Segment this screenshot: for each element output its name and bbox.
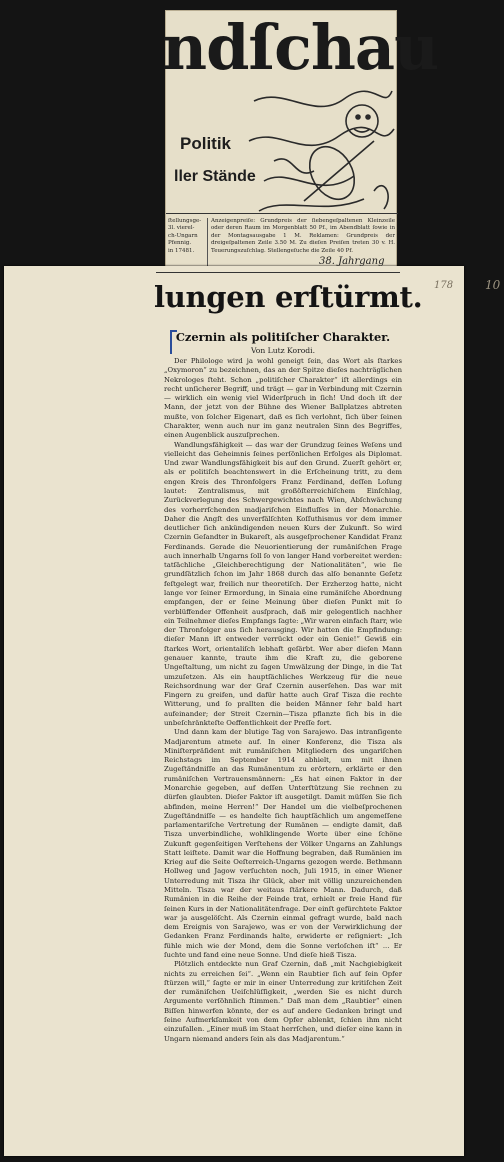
article-paragraph: Der Philologe wird ja wohl geneigt ſein, das Wort als ſtarkes „Oxymoron“ zu bezeichnen, das an der Spitze dieſes nachträglichen Nekrologes ſteht. Schon „politiſcher Charakter“ iſt allerdings ein recht unſicherer Begriff, und trägt — gar in Verbindung mit Czernin — wirklich ein wenig viel Widerſpruch in ſich! Und doch iſt der Mann, der jetzt von der Bühne des Wiener Ballplatzes abtreten mußte, von ſolcher Eigenart, daß es ſich verlohnt, ſich über ſeinen Charakter, wenn auch nur im ganz neutralen Sinn des Begriffes, einen Augenblick auszuſprechen. <box>164 357 402 440</box>
subscription-terms: ſtellungsge- 3l. vierel- ch-Ungarn Pfennig. in 17481. <box>168 218 202 254</box>
main-headline: lungen erſtürmt. <box>154 280 423 314</box>
article-clipping <box>4 256 464 1156</box>
article-paragraph: Und dann kam der blutige Tag von Sarajewo. Das intranſigente Madjarentum atmete auf. In einer Konferenz, die Tisza als Miniſterpräſident mit rumäniſchen Mitgliedern des ungariſchen Reichstags im September 1914 abhielt, um mit ihnen Zugeſtändniſſe an das Rumänentum zu erörtern, erklärte er den rumäniſchen Vertrauensmännern: „Es hat einen Faktor in der Monarchie gegeben, auf deſſen Unterſtützung Sie rechnen zu dürfen glaubten. Dieſer Faktor iſt ausgetilgt. Damit müſſen Sie ſich abfinden, meine Herren!“ Der Handel um die vielbeſprochenen Zugeſtändniſſe — es handelte ſich hauptſächlich um angemeſſene parlamentariſche Vertretung der Rumänen — endigte damit, daß Tisza unverbindliche, wohlklingende Worte über eine ſchöne Zukunft gegenſeitigen Verſtehens der Völker Ungarns an Zahlungs Statt leiſtete. Damit war die Hoffnung begraben, daß Rumänien im Krieg auf die Seite Oeſterreich-Ungarns gezogen werde. Bethmann Hollweg und Jagow verſuchten noch, Juli 1915, in einer Wiener Unterredung mit Tisza ihr Glück, aber mit völlig unzureichenden Mitteln. Tisza war der weitaus ſtärkere Mann. Dadurch, daß Rumänien in die Reihe der Feinde trat, erhielt er freie Hand für ſeinen Kurs in der Nationalitätenfrage. Der einſt gefürchtete Faktor war ja ausgelöſcht. Als Czernin einmal gefragt wurde, bald nach dem Ereignis von Sarajewo, was er von der Verwirklichung der Gedanken Franz Ferdinands halte, erwiderte er reſigniert: „Ich fühle mich wie der Mond, dem die Sonne verloſchen iſt“ ... Er ſuchte und fand eine neue Sonne. Und dieſe hieß Tisza. <box>164 728 402 959</box>
ad-prices: Anzeigenpreiſe: Grundpreis der ſiebengeſpaltenen Kleinzeile oder deren Raum im Morgenblatt 50 Pf., im Abendblatt ſowie in der Montagsausgabe 1 M. Reklamen: Grundpreis der dreigeſpaltenen Zeile 3.50 M. Zu dieſen Preiſen treten 30 v. H. Teuerungszuſchlag. Stellengeſuche die Zeile 40 Pf. <box>207 218 395 268</box>
ornament-illustration-icon <box>244 81 396 221</box>
masthead-subtitle-staende: ller Stände <box>174 168 256 185</box>
article-paragraph: Wandlungsfähigkeit — das war der Grundzug ſeines Weſens und vielleicht das Geheimnis ſeines perſönlichen Erfolges als Diplomat. Und zwar Wandlungsfähigkeit bis auf den Grund. Zuerſt gehört er, als er politiſch beachtenswert in die Erſcheinung tritt, zu dem engen Kreis des Thronfolgers Franz Ferdinand, deſſen Loſung lautet: Zentralismus, mit großöſterreichiſchem Einſchlag, Zurückverlegung des Schwergewichtes nach Wien, Abſchwächung des vorherrſchenden madjariſchen Einfluſſes in der Monarchie. Daher die Angſt des unverfälſchten Koſſuthismus vor dem immer deutlicher ſich ankündigenden neuen Kurs der Zukunft. So wird Czernin Geſandter in Bukareſt, als ausgeſprochener Kandidat Franz Ferdinands. Gerade die Neuorientierung der rumäniſchen Frage auch innerhalb Ungarns ſoll ſo von langer Hand vorbereitet werden: tatſächliche „Gleichberechtigung der Nationalitäten“, wie ſie grundſätzlich ſchon im Jahr 1868 durch das alſo benannte Geſetz feſtgelegt war, freilich nur theoretiſch. Der Erzherzog hatte, nicht lange vor ſeiner Ermordung, in Sinaia eine rumäniſche Abordnung empfangen, der er ſeine Meinung über dieſen Punkt mit ſo verblüffender Offenheit ausſprach, daß mir gelegentlich nachher ein Teilnehmer dieſes Empfangs ſagte: „Wir waren einfach ſtarr, wie der Thronfolger aus ſich herausging. Wir hatten die Empfindung: dieſer Mann iſt entweder verrückt oder ein Genie!“ Gewiß ein ſtarkes Wort, orientaliſch lebhaft geſärbt. Wer aber dieſen Mann genauer kannte, traute ihm die Kraft zu, die geborene Ungeſtaltung, um nicht zu ſagen Umwälzung der Dinge, in die Tat umzuſetzen. Als ein hauptſächliches Werkzeug für die neue Reichsordnung war der Graf Czernin auserſehen. Das war mit Fingern zu greifen, und dafür hatte auch Graf Tisza die rechte Witterung, und ſo prallten die beiden Männer ſehr bald hart aufeinander; der Streit Czernin—Tisza pflanzte ſich bis in die unbeſchränkteſte Oeffentlichkeit der Preſſe fort. <box>164 440 402 727</box>
blue-bracket-mark <box>170 330 177 354</box>
corner-pencil-number: 10 <box>485 278 501 292</box>
edition-number: 38. Jahrgang <box>319 256 385 267</box>
masthead-subtitle-politik: Politik <box>180 134 232 153</box>
article-author: Von Lutz Korodi. <box>250 346 315 355</box>
masthead-clipping <box>162 10 439 272</box>
article-title: Czernin als politiſcher Charakter. <box>175 330 391 344</box>
pencil-annotation: 178 <box>434 280 454 291</box>
masthead-title: ndſchau <box>162 11 439 84</box>
article-body <box>164 330 402 1148</box>
rule-line <box>156 272 400 273</box>
article-paragraph: Plötzlich entdeckte nun Graf Czernin, daß „mit Nachgiebigkeit nichts zu erreichen ſei“. „Wenn ein Raubtier ſich auf ſein Opfer ſtürzen will,“ ſagte er mir in einer Unterredung zur kritiſchen Zeit der rumäniſchen Ueiſchlüſſigkeit, „werden Sie es nicht durch Argumente verſöhnlich ſtimmen.“ Daß man dem „Raubtier“ einen Biſſen hinwerfen könnte, der es auf andere Gedanken bringt und ſeine Aufmerkſamkeit von dem Opfer ablenkt, ſchien ihm nicht einzufallen. „Einer muß im Staat herrſchen, und dieſer eine kann in Ungarn niemand anders ſein als das Madjarentum.“ <box>164 960 402 1043</box>
